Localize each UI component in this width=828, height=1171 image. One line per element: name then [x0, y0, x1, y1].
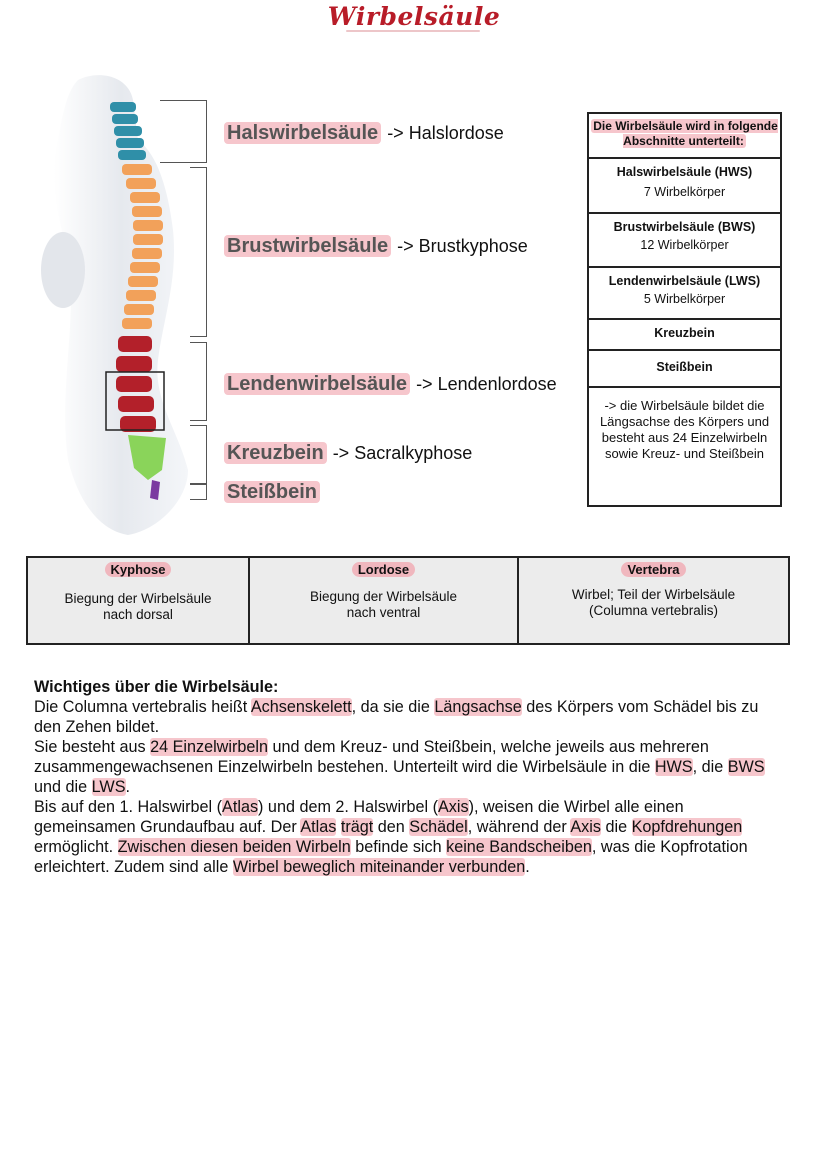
definition-line: nach ventral — [346, 605, 421, 620]
definition-line: Biegung der Wirbelsäule — [309, 589, 458, 604]
bracket-kreuzbein — [190, 425, 207, 484]
segment-name: Kreuzbein — [224, 442, 327, 464]
sections-table-note: -> die Wirbelsäule bildet die Längsachse des Körpers und besteht aus 24 Einzelwirbeln sowie Kreuz- und Steißbein — [599, 398, 770, 461]
title-underline — [346, 30, 480, 32]
sections-row-title: Halswirbelsäule (HWS) — [616, 165, 753, 179]
segment-arrow: -> Sacralkyphose — [332, 443, 473, 463]
segment-arrow: -> Brustkyphose — [397, 236, 528, 256]
definition-term: Lordose — [352, 562, 415, 577]
definition-term: Vertebra — [621, 562, 685, 577]
sections-table — [587, 112, 782, 507]
sections-row-title: Kreuzbein — [654, 326, 715, 340]
lumbar-vertebrae — [116, 336, 156, 432]
segment-arrow: -> Halslordose — [387, 123, 504, 143]
sections-table-header — [589, 114, 780, 159]
sections-row-sub: 7 Wirbelkörper — [643, 185, 726, 199]
definition-vertebra — [519, 558, 788, 643]
definition-lordose — [250, 558, 519, 643]
sections-table-header-text: Die Wirbelsäule wird in folgende Abschnitte unterteilt: — [593, 119, 778, 148]
info-paragraph-2: Sie besteht aus 24 Einzelwirbeln und dem Kreuz- und Steißbein, welche jeweils aus mehreren zusammengewachsenen Einzelwirbeln bestehen. Unterteilt wird die Wirbelsäule in die HWS, die BWS und die LWS. — [34, 738, 765, 796]
bracket-lws — [190, 342, 207, 421]
segment-name: Lendenwirbelsäule — [224, 373, 410, 395]
info-paragraph-1: Die Columna vertebralis heißt Achsenskelett, da sie die Längsachse des Körpers vom Schädel bis zu den Zehen bildet. — [34, 698, 759, 736]
sections-row-steissbein — [589, 351, 780, 388]
sections-row-hws — [589, 159, 780, 214]
definition-line: Wirbel; Teil der Wirbelsäule — [571, 587, 736, 602]
bracket-bws — [190, 167, 207, 337]
sections-row-title: Steißbein — [656, 360, 713, 374]
page-title: Wirbelsäule — [327, 2, 501, 31]
bracket-steissbein — [190, 484, 207, 500]
definition-kyphose — [28, 558, 250, 643]
segment-label-steissbein — [224, 481, 320, 504]
sections-row-sub: 5 Wirbelkörper — [643, 292, 726, 306]
sections-row-bws — [589, 214, 780, 268]
definition-text — [519, 587, 788, 619]
segment-arrow: -> Lendenlordose — [416, 374, 557, 394]
segment-label-bws — [224, 235, 528, 258]
bracket-hws — [160, 100, 207, 163]
definition-line: Biegung der Wirbelsäule — [64, 591, 212, 606]
sections-row-kreuzbein — [589, 320, 780, 351]
segment-label-kreuzbein — [224, 442, 472, 465]
segment-name: Steißbein — [224, 481, 320, 503]
definition-text — [250, 589, 517, 621]
breast-shape — [41, 232, 85, 308]
definition-text — [28, 591, 248, 623]
definitions-table — [26, 556, 790, 645]
sections-row-sub: 12 Wirbelkörper — [640, 238, 729, 252]
definition-term: Kyphose — [105, 562, 172, 577]
sections-row-lws — [589, 268, 780, 320]
info-paragraph-3: Bis auf den 1. Halswirbel (Atlas) und dem 2. Halswirbel (Axis), weisen die Wirbel alle einen gemeinsamen Grundaufbau auf. Der Atlas trägt den Schädel, während der Axis die Kopfdrehungen ermöglicht. Zwischen diesen beiden Wirbeln befinde sich keine Bandscheiben, was die Kopfrotation erleichtert. Zudem sind alle Wirbel beweglich miteinander verbunden. — [34, 798, 748, 876]
definition-line: nach dorsal — [103, 607, 173, 622]
segment-name: Brustwirbelsäule — [224, 235, 391, 257]
sections-row-title: Lendenwirbelsäule (LWS) — [608, 274, 761, 288]
definition-line: (Columna vertebralis) — [588, 603, 719, 618]
segment-label-lws — [224, 373, 557, 396]
sections-row-title: Brustwirbelsäule (BWS) — [613, 220, 756, 234]
segment-name: Halswirbelsäule — [224, 122, 381, 144]
info-text — [34, 677, 774, 877]
segment-label-hws — [224, 122, 504, 145]
info-heading: Wichtiges über die Wirbelsäule: — [34, 678, 279, 696]
